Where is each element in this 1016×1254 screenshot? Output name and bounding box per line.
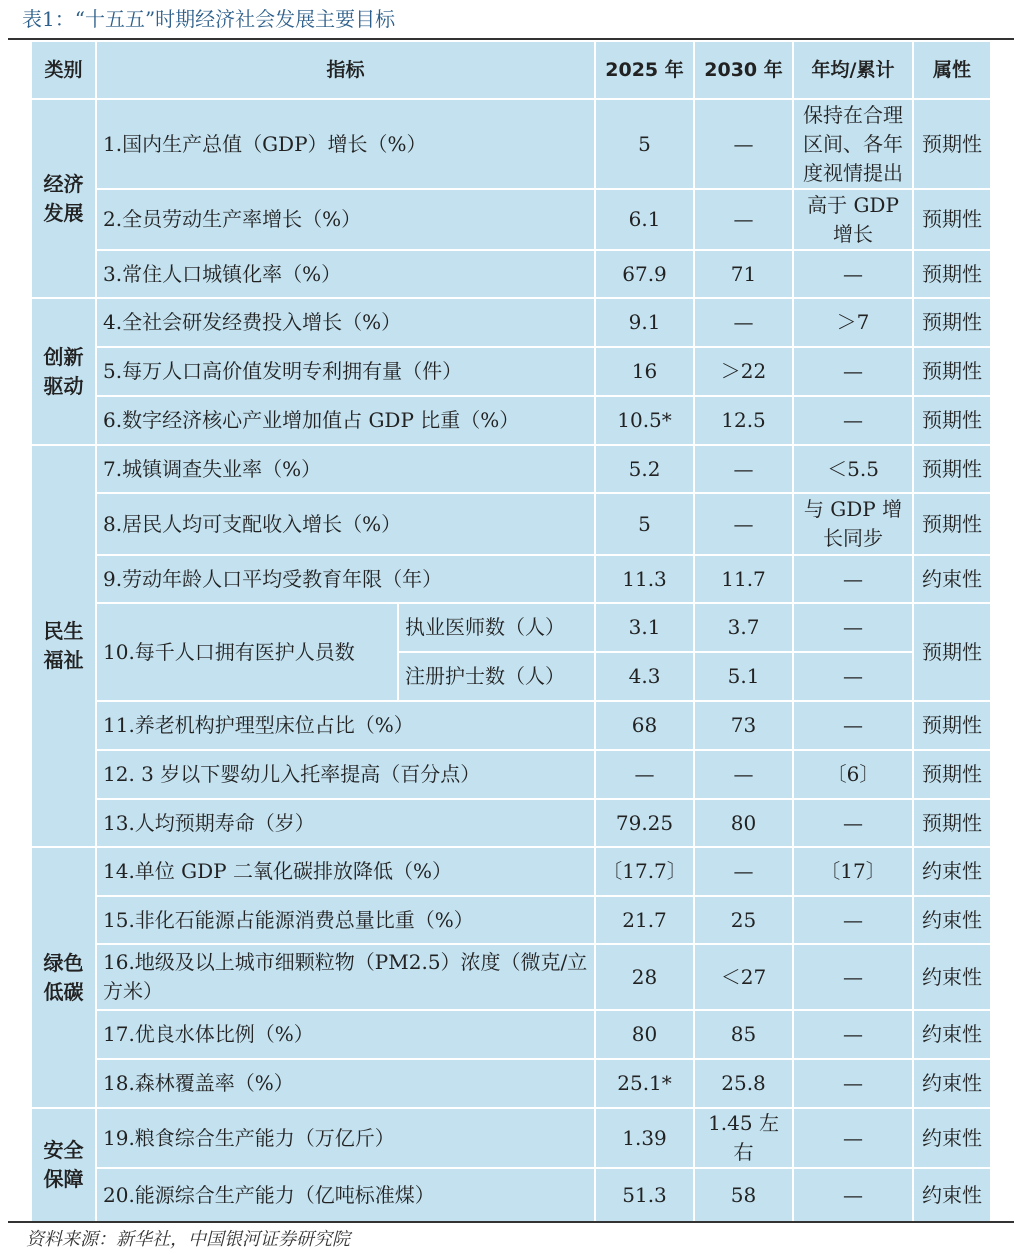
value-2025: 4.3	[595, 652, 694, 701]
table-row	[31, 1168, 991, 1222]
value-2025: 16	[595, 347, 694, 396]
value-2030: 71	[694, 250, 793, 298]
indicator-cell: 16.地级及以上城市细颗粒物（PM2.5）浓度（微克/立方米）	[96, 944, 595, 1010]
table-row	[31, 847, 991, 896]
table-caption: 表1：“十五五”时期经济社会发展主要目标	[22, 7, 396, 31]
value-2025: 1.39	[595, 1108, 694, 1168]
value-attribute: 约束性	[913, 1059, 991, 1108]
table-row	[31, 896, 991, 944]
value-2030: 25	[694, 896, 793, 944]
value-annual: —	[793, 896, 913, 944]
header-category: 类别	[31, 41, 96, 99]
value-2025: 79.25	[595, 799, 694, 847]
table-row	[31, 1059, 991, 1108]
value-2025: 5	[595, 99, 694, 189]
value-annual: 高于 GDP 增长	[793, 189, 913, 250]
header-annual: 年均/累计	[793, 41, 913, 99]
value-2025: 3.1	[595, 603, 694, 652]
value-annual: —	[793, 1059, 913, 1108]
value-2025: —	[595, 750, 694, 799]
value-attribute: 预期性	[913, 396, 991, 445]
value-2025: 10.5*	[595, 396, 694, 445]
indicator-cell: 2.全员劳动生产率增长（%）	[96, 189, 595, 250]
table-row	[31, 250, 991, 298]
indicator-cell: 18.森林覆盖率（%）	[96, 1059, 595, 1108]
value-2030: 25.8	[694, 1059, 793, 1108]
value-attribute: 预期性	[913, 603, 991, 701]
value-annual: —	[793, 347, 913, 396]
value-2025: 28	[595, 944, 694, 1010]
indicator-cell: 12. 3 岁以下婴幼儿入托率提高（百分点）	[96, 750, 595, 799]
table-row	[31, 603, 991, 652]
indicator-cell: 5.每万人口高价值发明专利拥有量（件）	[96, 347, 595, 396]
value-annual: ＜5.5	[793, 445, 913, 493]
indicator-cell: 1.国内生产总值（GDP）增长（%）	[96, 99, 595, 189]
value-attribute: 预期性	[913, 99, 991, 189]
indicator-cell: 14.单位 GDP 二氧化碳排放降低（%）	[96, 847, 595, 896]
header-2025: 2025 年	[595, 41, 694, 99]
value-attribute: 约束性	[913, 1010, 991, 1059]
indicator-cell: 4.全社会研发经费投入增长（%）	[96, 298, 595, 347]
indicator-cell: 11.养老机构护理型床位占比（%）	[96, 701, 595, 750]
value-2025: 21.7	[595, 896, 694, 944]
table-row	[31, 396, 991, 445]
category-economy: 经济 发展	[31, 99, 96, 298]
value-2030: —	[694, 298, 793, 347]
value-2025: 67.9	[595, 250, 694, 298]
value-2030: 3.7	[694, 603, 793, 652]
category-innovation: 创新 驱动	[31, 298, 96, 445]
value-2025: 68	[595, 701, 694, 750]
indicator-cell: 3.常住人口城镇化率（%）	[96, 250, 595, 298]
value-2025: 80	[595, 1010, 694, 1059]
header-2030: 2030 年	[694, 41, 793, 99]
table-row	[31, 1010, 991, 1059]
indicator-cell: 9.劳动年龄人口平均受教育年限（年）	[96, 555, 595, 603]
value-2030: ＞22	[694, 347, 793, 396]
value-annual: 〔6〕	[793, 750, 913, 799]
value-annual: —	[793, 555, 913, 603]
value-annual: —	[793, 944, 913, 1010]
value-2025: 5	[595, 493, 694, 555]
value-2025: 6.1	[595, 189, 694, 250]
value-annual: —	[793, 603, 913, 652]
value-2025: 5.2	[595, 445, 694, 493]
table-row	[31, 750, 991, 799]
value-annual: —	[793, 1168, 913, 1222]
value-attribute: 预期性	[913, 298, 991, 347]
value-annual: —	[793, 396, 913, 445]
value-2030: —	[694, 847, 793, 896]
value-2025: 9.1	[595, 298, 694, 347]
value-attribute: 约束性	[913, 555, 991, 603]
table-row	[31, 1108, 991, 1168]
indicator-cell: 20.能源综合生产能力（亿吨标准煤）	[96, 1168, 595, 1222]
value-annual: —	[793, 701, 913, 750]
value-attribute: 预期性	[913, 189, 991, 250]
table-row	[31, 298, 991, 347]
header-attribute: 属性	[913, 41, 991, 99]
indicator-cell: 8.居民人均可支配收入增长（%）	[96, 493, 595, 555]
value-2030: —	[694, 493, 793, 555]
value-attribute: 约束性	[913, 944, 991, 1010]
value-2030: 73	[694, 701, 793, 750]
table-row	[31, 445, 991, 493]
goals-table	[30, 40, 992, 1223]
indicator-cell: 15.非化石能源占能源消费总量比重（%）	[96, 896, 595, 944]
value-annual: —	[793, 1108, 913, 1168]
table-row	[31, 99, 991, 189]
value-annual: 与 GDP 增长同步	[793, 493, 913, 555]
value-2030: 1.45 左右	[694, 1108, 793, 1168]
indicator-cell: 10.每千人口拥有医护人员数	[96, 603, 398, 701]
bottom-rule	[8, 1221, 1014, 1223]
table-row	[31, 189, 991, 250]
table-row	[31, 701, 991, 750]
value-attribute: 约束性	[913, 847, 991, 896]
indicator-cell: 13.人均预期寿命（岁）	[96, 799, 595, 847]
value-2030: 58	[694, 1168, 793, 1222]
value-attribute: 预期性	[913, 701, 991, 750]
value-attribute: 预期性	[913, 799, 991, 847]
value-2030: ＜27	[694, 944, 793, 1010]
value-attribute: 约束性	[913, 1108, 991, 1168]
indicator-cell: 17.优良水体比例（%）	[96, 1010, 595, 1059]
value-2030: 5.1	[694, 652, 793, 701]
value-attribute: 约束性	[913, 896, 991, 944]
value-2025: 51.3	[595, 1168, 694, 1222]
value-2030: —	[694, 750, 793, 799]
header-indicator: 指标	[96, 41, 595, 99]
value-2030: 12.5	[694, 396, 793, 445]
value-2030: —	[694, 189, 793, 250]
header-row	[31, 41, 991, 99]
category-green: 绿色 低碳	[31, 847, 96, 1108]
indicator-cell: 7.城镇调查失业率（%）	[96, 445, 595, 493]
category-wellbeing: 民生 福祉	[31, 445, 96, 847]
table-row	[31, 799, 991, 847]
indicator-cell: 19.粮食综合生产能力（万亿斤）	[96, 1108, 595, 1168]
value-2030: 80	[694, 799, 793, 847]
source-note: 资料来源：新华社，中国银河证券研究院	[26, 1229, 350, 1250]
sub-indicator-cell: 执业医师数（人）	[398, 603, 595, 652]
value-2030: 85	[694, 1010, 793, 1059]
value-2030: —	[694, 99, 793, 189]
value-2030: 11.7	[694, 555, 793, 603]
value-attribute: 预期性	[913, 750, 991, 799]
value-attribute: 预期性	[913, 445, 991, 493]
value-annual: 保持在合理区间、各年度视情提出	[793, 99, 913, 189]
value-annual: —	[793, 250, 913, 298]
value-annual: —	[793, 652, 913, 701]
value-2025: 11.3	[595, 555, 694, 603]
value-annual: 〔17〕	[793, 847, 913, 896]
value-2025: 〔17.7〕	[595, 847, 694, 896]
table-row	[31, 493, 991, 555]
table-row	[31, 347, 991, 396]
value-annual: ＞7	[793, 298, 913, 347]
table-row	[31, 555, 991, 603]
value-2025: 25.1*	[595, 1059, 694, 1108]
table-row	[31, 944, 991, 1010]
value-annual: —	[793, 799, 913, 847]
sub-indicator-cell: 注册护士数（人）	[398, 652, 595, 701]
value-attribute: 预期性	[913, 493, 991, 555]
value-attribute: 预期性	[913, 347, 991, 396]
value-2030: —	[694, 445, 793, 493]
category-security: 安全 保障	[31, 1108, 96, 1222]
value-annual: —	[793, 1010, 913, 1059]
value-attribute: 约束性	[913, 1168, 991, 1222]
value-attribute: 预期性	[913, 250, 991, 298]
indicator-cell: 6.数字经济核心产业增加值占 GDP 比重（%）	[96, 396, 595, 445]
